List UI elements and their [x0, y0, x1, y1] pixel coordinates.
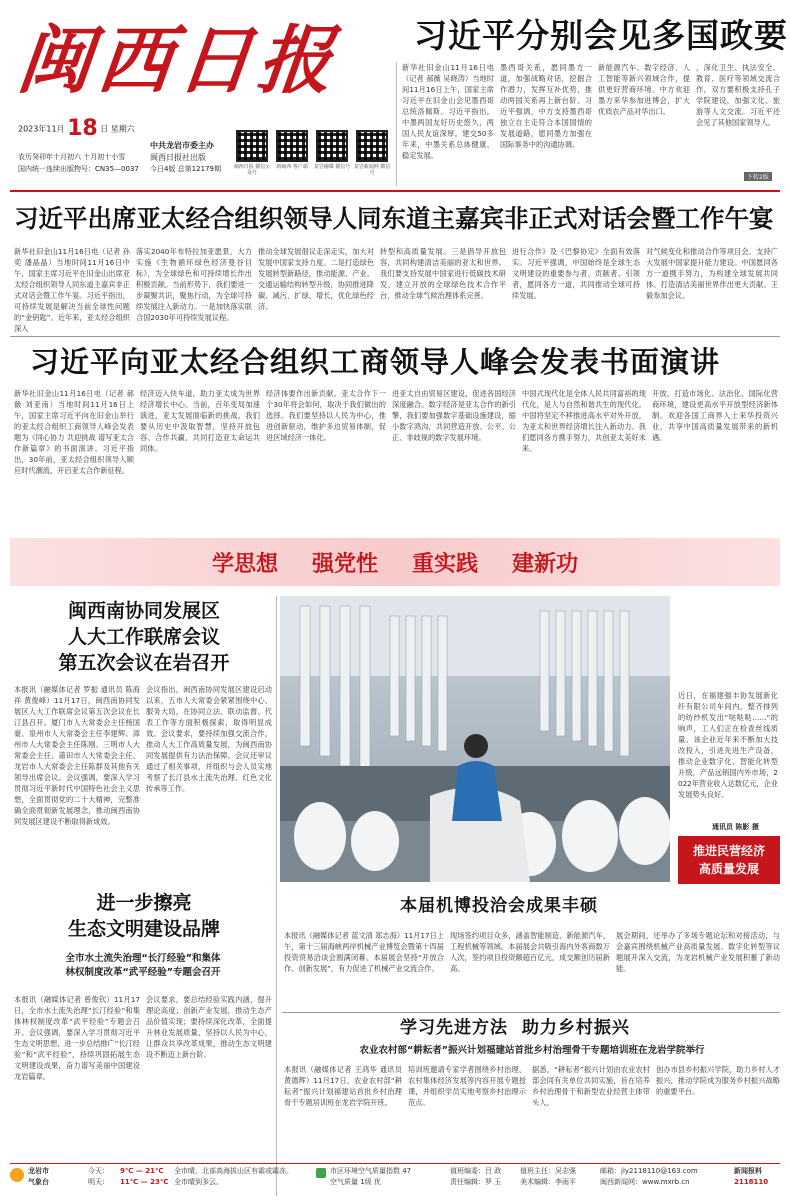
- slogan-banner: [10, 538, 780, 586]
- photo-byline: 通讯员 陈影 摄: [712, 823, 759, 831]
- badge-line: 高质量发展: [698, 862, 759, 876]
- story5-text-col2: 会议要求，要总结经验实践内涵，提升理论高度；创新产业发展，推动生态产品价值实现；要持续深化改革，全面提升林业发展质量，坚持以人民为中心，让群众共享改革成果，推动生态文明建设不断迈上新台阶。: [146, 995, 272, 1059]
- divider: [282, 1012, 780, 1013]
- today-temp: 9℃ — 21℃: [120, 1167, 164, 1175]
- divider: [276, 596, 277, 1196]
- qr-caption: 新闽西 客户端: [276, 164, 308, 170]
- hotline-label: 新闻报料: [734, 1167, 762, 1175]
- tomorrow-temp: 11℃ — 23℃: [120, 1178, 169, 1186]
- story6-headline: 本届机博投洽会成果丰硕: [400, 896, 598, 916]
- publisher: 闽西日报社出版: [150, 153, 206, 162]
- story7-text-col3: 据悉，“耕耘者”振兴计划由农业农村部会同有关单位共同实施，旨在培养乡村治理骨干和新型农业经营主体带头人。: [532, 1065, 650, 1107]
- story3-text-col2: 经济迈入快车道，助力亚太成为世界经济增长中心。当前，百年变局加速演进，亚太发展面临新的挑战。我们要从历史中汲取智慧，坚持开放包容、合作共赢，共同打造亚太命运共同体。: [140, 389, 260, 453]
- story3-headline: 习近平向亚太经合组织工商领导人峰会发表书面演讲: [30, 345, 721, 379]
- story6-text-col3: 展会期间，还举办了多场专题论坛和对接活动，与会嘉宾围绕机械产业高质量发展、数字化转型等议题展开深入交流，为龙岩机械产业发展积蓄了新动能。: [616, 931, 780, 973]
- story7-subtitle: 农业农村部“耕耘者”振兴计划福建站首批乡村治理骨干专题培训班在龙岩学院举行: [359, 1045, 705, 1056]
- slogan-item: 建新功: [512, 551, 579, 577]
- sponsor: 中共龙岩市委主办: [150, 141, 214, 150]
- hotline-number: 2118110: [734, 1178, 769, 1186]
- responsible-editor: 责任编辑：罗 玉: [450, 1178, 502, 1186]
- duty-director: 值班主任：吴志强: [520, 1167, 576, 1175]
- date-line: [18, 116, 258, 141]
- tomorrow-label: 明天：: [88, 1178, 109, 1186]
- story7-text-col1: 本报讯（融媒体记者 王鸿华 通讯员 黄德辉）11月17日，农业农村部“耕耘者”振兴计划福建站首批乡村治理骨干专题培训班在龙岩学院开班。: [284, 1065, 402, 1107]
- story7-text-col2: 培训班邀请专家学者围绕乡村治理、农村集体经济发展等内容开展专题授课，并组织学员实地考察乡村治理示范点。: [408, 1065, 526, 1107]
- story1-text-col3: 新能源汽车、数字经济、人工智能等新兴领域合作，提供更好营商环境。中方欢迎墨方来华参加进博会，扩大优质农产品对华出口。: [598, 63, 690, 116]
- qr-caption: 龙岩融媒 微信号: [313, 164, 351, 170]
- cn-number: 国内统一连续出版物号：CN35—0037: [18, 165, 139, 173]
- story5-title-line: 进一步擦亮: [96, 892, 192, 914]
- story3-text-col4: 进亚太自由贸易区建设，促进各国经济深度融合。数字经济是亚太合作的新引擎，我们要加强数字基础设施建设，缩小数字鸿沟，共同营造开放、公平、公正、非歧视的数字发展环境。: [392, 389, 516, 442]
- story4-text-col1: 本报讯（融媒体记者 罗振 通讯员 陈海祥 黄俊峰）11月17日，闽西南协同发展区人大工作联席会议第五次会议在长汀县召开。厦门市人大常委会主任杨国豪、泉州市人大常委会主任李建辉、漳州市人大常委会主任陈刚、三明市人大常委会主任、莆田市人大常委会主任、龙岩市人大常委会主任陈群及其他有关领导出席会议。会议强调，要深入学习贯彻习近平新时代中国特色社会主义思想，全面贯彻党的二十大精神，完整准确全面贯彻新发展理念，推动闽西南协同发展区建设不断取得新成效。: [14, 685, 140, 826]
- date-year-month: 2023年11月: [18, 124, 65, 134]
- story5-title-line: 生态文明建设品牌: [67, 918, 220, 940]
- story1-headline: 习近平分别会见多国政要: [414, 16, 788, 55]
- today-label: 今天：: [88, 1167, 109, 1175]
- divider: [396, 62, 397, 186]
- air-quality-icon: [316, 1168, 326, 1178]
- factory-photo: [280, 596, 670, 882]
- continued-badge: 下转2版: [744, 172, 772, 181]
- air-quality-level: 空气质量 1级 优: [330, 1178, 381, 1186]
- qr-caption: 闽西日报 微信公众号: [233, 164, 271, 176]
- art-editor: 美术编辑：李雨平: [520, 1178, 576, 1186]
- weather-city: 龙岩市: [28, 1167, 49, 1175]
- story7-text-col4: 创办市县乡村振兴学院，助力乡村人才振兴，推动学院成为服务乡村振兴战略的重要平台。: [656, 1065, 780, 1096]
- story2-text-col5: 进行合作》及《巴黎协定》全面有效落实。习近平强调，中国始终是全球生态文明建设的重要参与者、贡献者、引领者，愿同各方一道，共同推动全球可持续发展。: [512, 247, 640, 300]
- slogan-item: 强党性: [311, 551, 378, 577]
- photo-caption: 近日，在福建强丰协发展新化纤有限公司车间内，整齐排列的纺纱机发出“哒哒哒……”的响声，工人们正在检查丝线质量。该企业近年来不断加大技改投入，引进先进生产设备，推动企业数字化、智能化转型升级，产品远销国内外市场，2022年营业收入达数亿元，企业发展势头良好。: [678, 691, 778, 799]
- story3-text-col5: 中国式现代化是全体人民共同富裕的现代化，是人与自然和谐共生的现代化。中国将坚定不移推进高水平对外开放，为亚太和世界经济增长注入新动力。我们愿同各方携手努力，共创亚太美好未来。: [522, 389, 646, 453]
- qr-code-icon: [236, 130, 268, 162]
- story5-subtitle: [14, 952, 272, 980]
- story3-text-col1: 新华社旧金山11月16日电（记者 郝薇 刘亚南）当地时间11月16日上午，国家主席习近平向在旧金山举行的亚太经合组织工商领导人峰会发表题为《同心协力 共迎挑战 谱写亚太合作新篇章》的书面演讲。习近平指出，30年前，亚太经合组织领导人顺应时代潮流，开启亚太合作新征程。: [14, 389, 134, 475]
- website-link[interactable]: 闽西新闻网：www.mxrb.cn: [600, 1178, 690, 1186]
- divider: [10, 190, 780, 192]
- story1-text-col1: 新华社旧金山11月16日电（记者 郝薇 吴晓涛）当地时间11月16日上午，国家主席习近平在旧金山会见墨西哥总统洛佩斯。习近平指出，中墨两国友好历史悠久，两国人民友谊深厚。建交50多年来，中墨关系总体健康、稳定发展。: [402, 63, 494, 160]
- story5-text-col1: 本报讯（融媒体记者 曾俊钦）11月17日，全市水土流失治理“长汀经验”和集体林权制度改革“武平经验”专题会召开。会议强调，要深入学习贯彻习近平生态文明思想，进一步总结推广“长汀经验”和“武平经验”，持续巩固拓展生态文明建设成果，奋力谱写美丽中国建设龙岩篇章。: [14, 995, 140, 1081]
- story5-subtitle-line: 全市水土流失治理“长汀经验”和集体: [65, 953, 221, 964]
- duty-editor: 值班编委：吕 政: [450, 1167, 502, 1175]
- date-weekday: 日 星期六: [100, 124, 135, 134]
- email-link[interactable]: 邮箱：jly2118110@163.com: [600, 1167, 698, 1175]
- story1-text-col4: ，深化卫生、执法安全、教育、医疗等领域交流合作，双方要积极支持孔子学院建设，加强文化、旅游等人文交流。习近平还会见了其他国家领导人。: [696, 63, 780, 127]
- tomorrow-desc: 全市晴到多云。: [174, 1178, 223, 1186]
- qr-caption: 龙岩新闻网 微信号: [353, 164, 391, 176]
- story4-title-line: 人大工作联席会议: [67, 626, 220, 648]
- divider: [10, 1163, 780, 1164]
- story3-text-col6: 开放，打造市场化、法治化、国际化营商环境，建设更高水平开放型经济新体制。欢迎各国工商界人士来华投资兴业，共享中国高质量发展带来的新机遇。: [652, 389, 778, 442]
- story2-text-col3: 推动全球发展倡议走深走实，加大对发展中国家支持力度。二是打造绿色发展转型新路径，推动能源、产业、交通运输结构转型升级，协同推进降碳、减污、扩绿、增长，优化绿色经济。: [258, 247, 374, 311]
- badge-line: 推进民营经济: [692, 844, 765, 858]
- date-day: 18: [67, 116, 98, 141]
- story3-text-col3: 经济体要作出新贡献。亚太合作下一个30年将会如何，取决于我们做出的选择。我们要坚持以人民为中心，推进创新驱动，维护多边贸易体制，促进区域经济一体化。: [266, 389, 386, 442]
- story5-subtitle-line: 林权制度改革“武平经验”专题会召开: [65, 967, 221, 978]
- lunar-date: 农历癸卯年十月初六 十月初十小雪: [18, 153, 126, 161]
- story7-headline: 学习先进方法 助力乡村振兴: [400, 1018, 630, 1038]
- newspaper-logo: 闽西日报: [13, 18, 343, 104]
- story4-title-line: 闽西南协同发展区: [67, 600, 220, 622]
- qr-code-icon: [276, 130, 308, 162]
- story1-text-col2: 墨西哥关系，愿同墨方一道，加强战略对话，挖掘合作潜力，发挥互补优势，推动两国关系再上新台阶。习近平强调，中方支持墨西哥独立自主走符合本国国情的发展道路，愿同墨方加强在国际事务中的沟通协调。: [500, 63, 592, 149]
- qr-code-icon: [356, 130, 388, 162]
- spinning-machines-illustration: [280, 596, 670, 882]
- today-desc: 全市晴，北部高海拔山区有霜或霜冻。: [174, 1167, 293, 1175]
- footer: [10, 1166, 780, 1196]
- qr-code-icon: [316, 130, 348, 162]
- story6-text-col2: 现场签约项目众多，涵盖智能制造、新能源汽车、工程机械等领域。本届展会共吸引海内外客商数万人次，签约项目投资额超百亿元，成交额创历届新高。: [450, 931, 610, 973]
- story4-headline: [18, 598, 270, 676]
- story2-text-col2: 落实2040年布特拉加亚愿景，大力实施《生物循环绿色经济曼谷目标》，为全球绿色和可持续增长作出积极贡献。当前形势下，我们要进一步凝聚共识，聚焦行动，为全球可持续发展注入新动力。一是加快落实联合国2030年可持续发展议程。: [136, 247, 252, 322]
- story5-headline: [18, 890, 270, 942]
- slogan-item: 学思想: [211, 551, 278, 577]
- issue-number: 今日4版 总第12179期: [150, 165, 221, 173]
- story4-title-line: 第五次会议在岩召开: [58, 652, 230, 674]
- weather-icon: [10, 1168, 24, 1182]
- slogan-item: 重实践: [412, 551, 479, 577]
- story2-text-col1: 新华社旧金山11月16日电（记者 孙奕 潘晶晶）当地时间11月16日中午，国家主席习近平在旧金山出席亚太经合组织领导人同东道主嘉宾非正式对话会暨工作午宴。习近平指出，可持续发展是解决当前全球性问题的“金钥匙”。近年来，亚太经合组织深入: [14, 247, 130, 332]
- story6-text-col1: 本报讯（融媒体记者 蓝文清 郑志海）11月17日上午，第十三届海峡两岸机械产业博览会暨第十四届投资贸易洽谈会圆满闭幕。本届展会坚持“开放合作、创新发展”，有力促进了机械产业交流合作。: [284, 931, 444, 973]
- weather-label: 气象台: [28, 1178, 49, 1186]
- story2-text-col4: 转型和高质量发展。三是倡导开放包容，共同构建清洁美丽的亚太和世界。我们要支持发展中国家进行低碳技术研发，建立开放的全球绿色技术合作平台，推动全球气候治理体系完善。: [380, 247, 506, 300]
- story2-headline: 习近平出席亚太经合组织领导人同东道主嘉宾非正式对话会暨工作午宴: [14, 204, 774, 233]
- policy-badge: [678, 836, 780, 884]
- story2-text-col6: 对气候变化和推动合作等项目会。支持广大发展中国家提升能力建设。中国愿同各方一道携手努力，为构建全球发展共同体、打造清洁美丽世界作出更大贡献。王毅参加会议。: [646, 247, 778, 300]
- story4-text-col2: 会议指出，闽西南协同发展区建设启动以来，五市人大常委会紧紧围绕中心、服务大局，在协同立法、联动监督、代表工作等方面积极探索，取得明显成效。会议要求，要持续加强交流合作，推动人大工作高质量发展，为闽西南协同发展提供有力法治保障。会议还审议通过了相关事项，并组织与会人员实地考察了长汀县水土流失治理、红色文化传承等工作。: [146, 685, 272, 793]
- air-quality: 市区环境空气质量指数 47: [330, 1167, 412, 1175]
- divider: [10, 336, 780, 337]
